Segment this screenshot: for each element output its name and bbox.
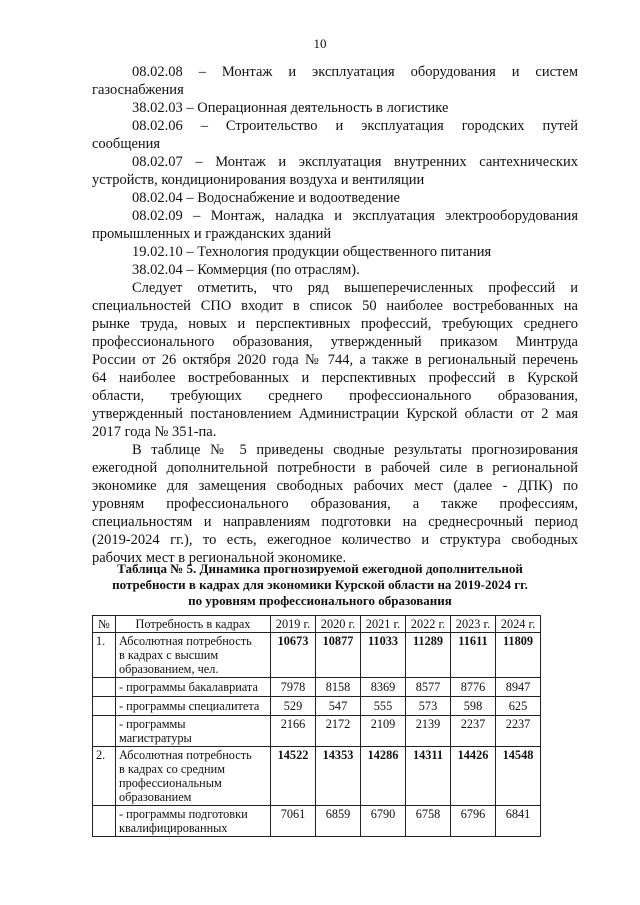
table-cell: 14548 bbox=[496, 747, 541, 806]
row-number bbox=[93, 678, 116, 697]
table-cell: 8158 bbox=[316, 678, 361, 697]
header-year: 2020 г. bbox=[316, 616, 361, 633]
paragraph-line: экономике для замещения свободных рабочих мест (далее - ДПК) по bbox=[92, 478, 578, 494]
paragraph-line: (2019-2024 гг.), то есть, ежегодное количество и структура свободных bbox=[92, 532, 578, 548]
table-cell: 7978 bbox=[271, 678, 316, 697]
table-cell: 10877 bbox=[316, 633, 361, 678]
table-row bbox=[93, 697, 541, 716]
header-year: 2024 г. bbox=[496, 616, 541, 633]
table-header-row bbox=[93, 616, 541, 633]
header-year: 2021 г. bbox=[361, 616, 406, 633]
row-number: 2. bbox=[93, 747, 116, 806]
list-item-line: 38.02.04 – Коммерция (по отраслям). bbox=[132, 262, 360, 278]
table-cell: 14353 bbox=[316, 747, 361, 806]
table-row bbox=[93, 747, 541, 806]
table-cell: 14426 bbox=[451, 747, 496, 806]
table-cell: 6859 bbox=[316, 806, 361, 837]
paragraph-line: России от 26 октября 2020 года № 744, а также в региональный перечень bbox=[92, 352, 578, 368]
table-cell: 11033 bbox=[361, 633, 406, 678]
table-cell: 2109 bbox=[361, 716, 406, 747]
row-label bbox=[116, 716, 271, 747]
table-cell: 529 bbox=[271, 697, 316, 716]
row-number bbox=[93, 806, 116, 837]
table-cell: 547 bbox=[316, 697, 361, 716]
table-cell: 598 bbox=[451, 697, 496, 716]
row-number bbox=[93, 697, 116, 716]
table-cell: 625 bbox=[496, 697, 541, 716]
row-label: - программы специалитета bbox=[116, 697, 271, 716]
row-label-line: - программы bbox=[119, 717, 186, 731]
row-label-line: квалифицированных bbox=[119, 821, 228, 835]
header-num: № bbox=[93, 616, 116, 633]
forecast-table bbox=[92, 615, 541, 837]
table-caption-line: Таблица № 5. Динамика прогнозируемой ежегодной дополнительной bbox=[117, 561, 523, 576]
table-cell: 2166 bbox=[271, 716, 316, 747]
table-cell: 573 bbox=[406, 697, 451, 716]
table-cell: 8947 bbox=[496, 678, 541, 697]
row-number: 1. bbox=[93, 633, 116, 678]
table-cell: 14522 bbox=[271, 747, 316, 806]
table-cell: 14311 bbox=[406, 747, 451, 806]
table-row bbox=[93, 716, 541, 747]
table-cell: 11611 bbox=[451, 633, 496, 678]
paragraph-line: 2017 года № 351-па. bbox=[92, 424, 217, 440]
list-item-line: 08.02.09 – Монтаж, наладка и эксплуатация электрооборудования bbox=[132, 208, 578, 224]
paragraph-line: 64 наиболее востребованных и перспективных профессий в Курской bbox=[92, 370, 578, 386]
row-label-line: - программы подготовки bbox=[119, 807, 248, 821]
table-row bbox=[93, 806, 541, 837]
paragraph-line: специальностям и направлениям подготовки на среднесрочный период bbox=[92, 514, 578, 530]
row-label bbox=[116, 806, 271, 837]
table-cell: 2172 bbox=[316, 716, 361, 747]
row-number bbox=[93, 716, 116, 747]
header-year: 2023 г. bbox=[451, 616, 496, 633]
page-number: 10 bbox=[313, 36, 327, 51]
row-label-line: в кадрах с высшим bbox=[119, 648, 219, 662]
paragraph-line: ежегодной дополнительной потребности в рабочей силе в региональной bbox=[92, 460, 578, 476]
list-item-line: 19.02.10 – Технология продукции общественного питания bbox=[132, 244, 492, 260]
paragraph-line: профессионального образования, утвержденный приказом Минтруда bbox=[92, 334, 578, 350]
table-cell: 11809 bbox=[496, 633, 541, 678]
table-cell: 14286 bbox=[361, 747, 406, 806]
list-item-line: устройств, кондиционирования воздуха и вентиляции bbox=[92, 172, 425, 188]
table-caption-line: по уровням профессионального образования bbox=[188, 593, 452, 608]
paragraph-line: В таблице № 5 приведены сводные результаты прогнозирования bbox=[132, 442, 578, 458]
paragraph-line: Следует отметить, что ряд вышеперечисленных профессий и bbox=[132, 280, 578, 296]
row-label-line: профессиональным bbox=[119, 776, 222, 790]
row-label-line: магистратуры bbox=[119, 731, 192, 745]
table-cell: 11289 bbox=[406, 633, 451, 678]
table-cell: 2139 bbox=[406, 716, 451, 747]
header-year: 2019 г. bbox=[271, 616, 316, 633]
list-item-line: 08.02.08 – Монтаж и эксплуатация оборудования и систем bbox=[132, 64, 578, 80]
paragraph-line: рабочих мест в региональной экономике. bbox=[92, 550, 347, 566]
table-cell: 6758 bbox=[406, 806, 451, 837]
header-need: Потребность в кадрах bbox=[116, 616, 271, 633]
header-year: 2022 г. bbox=[406, 616, 451, 633]
row-label bbox=[116, 633, 271, 678]
row-label-line: образованием, чел. bbox=[119, 662, 219, 676]
table-cell: 2237 bbox=[451, 716, 496, 747]
table-cell: 6841 bbox=[496, 806, 541, 837]
table-cell: 6796 bbox=[451, 806, 496, 837]
paragraph-line: рынке труда, новых и перспективных профессий, требующих среднего bbox=[92, 316, 578, 332]
list-item-line: промышленных и гражданских зданий bbox=[92, 226, 332, 242]
list-item-line: сообщения bbox=[92, 136, 161, 152]
row-label: - программы бакалавриата bbox=[116, 678, 271, 697]
list-item-line: 08.02.06 – Строительство и эксплуатация городских путей bbox=[132, 118, 578, 134]
table-cell: 2237 bbox=[496, 716, 541, 747]
list-item-line: 08.02.04 – Водоснабжение и водоотведение bbox=[132, 190, 400, 206]
table-cell: 10673 bbox=[271, 633, 316, 678]
table-row bbox=[93, 633, 541, 678]
paragraph-line: утвержденный постановлением Администрации Курской области от 2 мая bbox=[92, 406, 578, 422]
paragraph-line: специальностей СПО входит в список 50 наиболее востребованных на bbox=[92, 298, 578, 314]
row-label-line: Абсолютная потребность bbox=[119, 634, 252, 648]
row-label-line: образованием bbox=[119, 790, 192, 804]
table-cell: 8369 bbox=[361, 678, 406, 697]
list-item-line: газоснабжения bbox=[92, 82, 184, 98]
table-row bbox=[93, 678, 541, 697]
table-cell: 6790 bbox=[361, 806, 406, 837]
table-caption-line: потребности в кадрах для экономики Курской области на 2019-2024 гг. bbox=[112, 577, 528, 592]
list-item-line: 08.02.07 – Монтаж и эксплуатация внутренних сантехнических bbox=[132, 154, 578, 170]
table-cell: 8776 bbox=[451, 678, 496, 697]
table-cell: 555 bbox=[361, 697, 406, 716]
paragraph-line: уровням профессионального образования, а также профессиям, bbox=[92, 496, 578, 512]
row-label-line: Абсолютная потребность bbox=[119, 748, 252, 762]
row-label bbox=[116, 747, 271, 806]
table-cell: 7061 bbox=[271, 806, 316, 837]
row-label-line: в кадрах со средним bbox=[119, 762, 225, 776]
table-cell: 8577 bbox=[406, 678, 451, 697]
list-item-line: 38.02.03 – Операционная деятельность в логистике bbox=[132, 100, 449, 116]
paragraph-line: области, требующих среднего профессионального образования, bbox=[92, 388, 578, 404]
